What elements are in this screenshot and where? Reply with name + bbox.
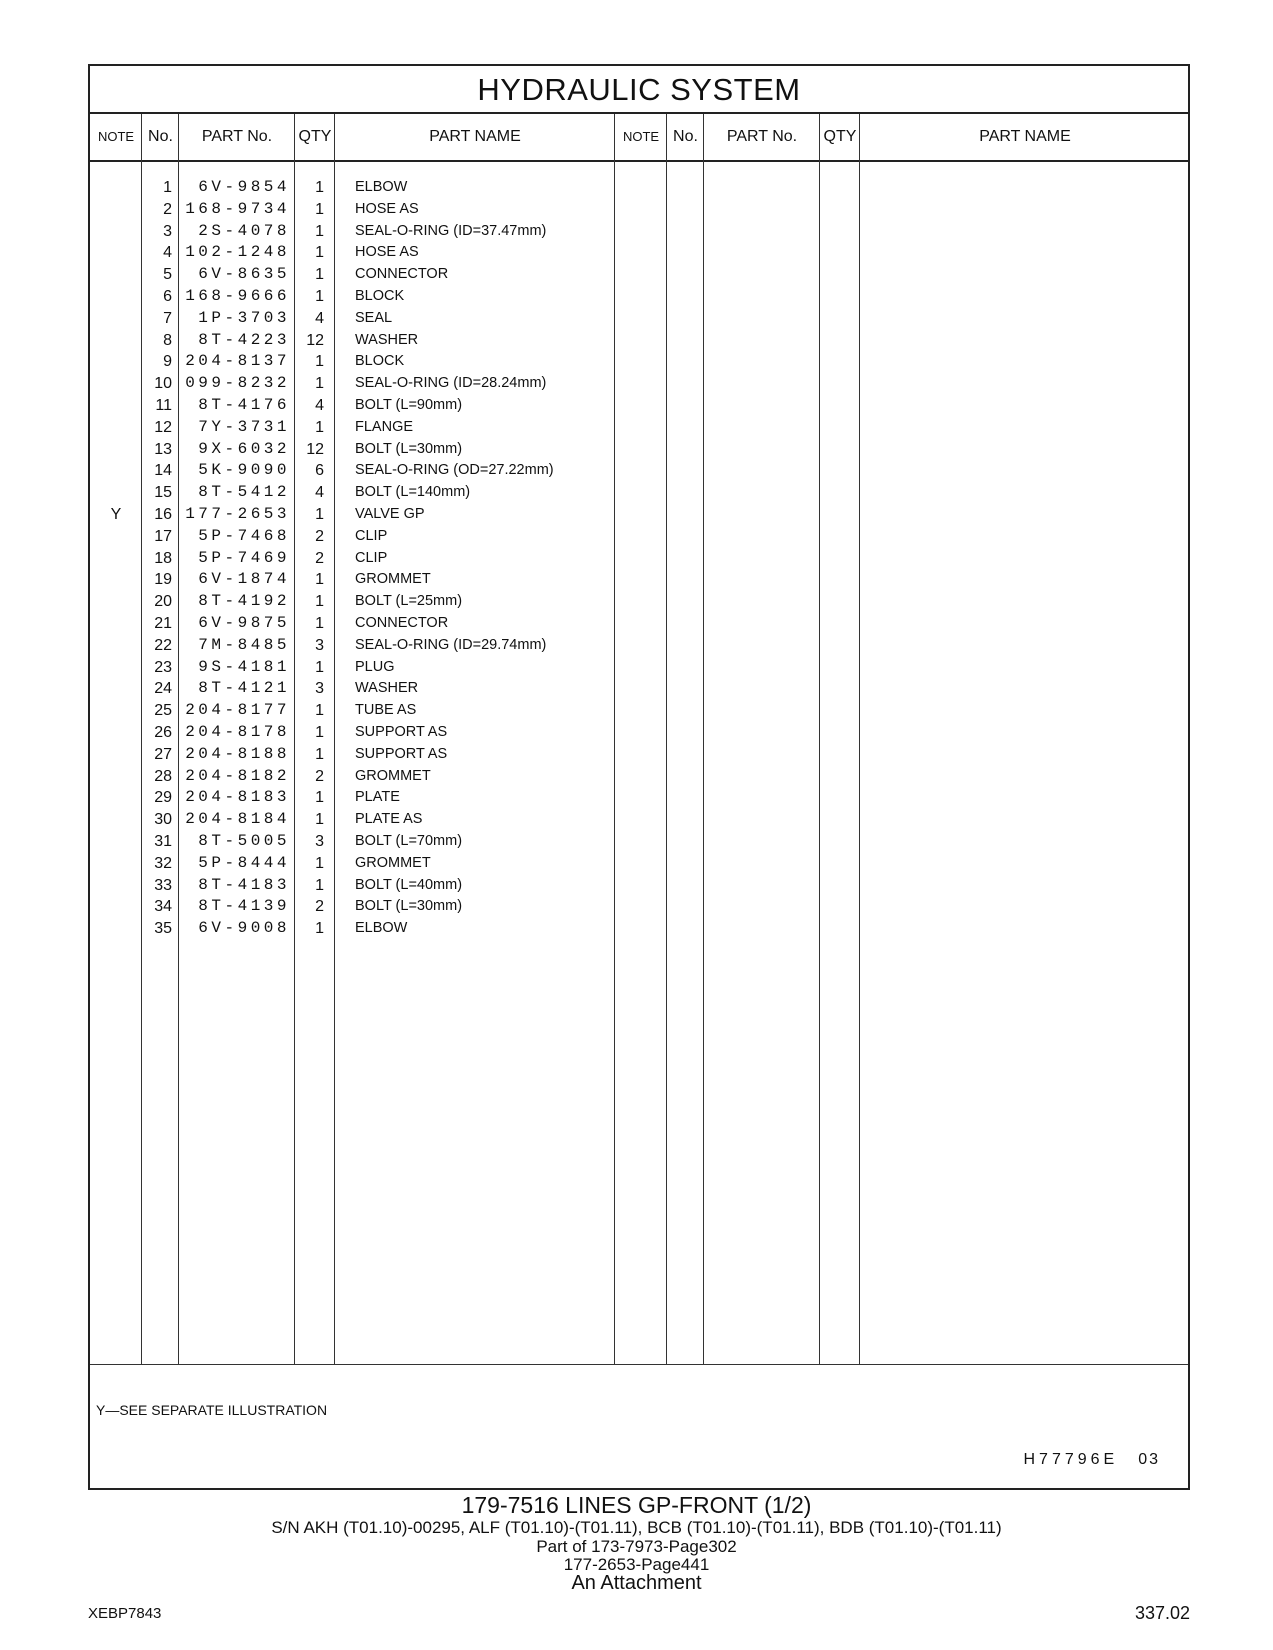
row-note — [90, 895, 142, 918]
row-note — [90, 808, 142, 831]
row-part-number: 8T-4183 — [198, 875, 290, 894]
table-row — [90, 438, 1188, 461]
table-row — [90, 699, 1188, 722]
row-part-name: GROMMET — [355, 571, 431, 588]
row-note — [90, 285, 142, 308]
row-part-number: 204-8184 — [185, 810, 290, 829]
row-note — [90, 874, 142, 897]
row-number: 35 — [154, 920, 172, 938]
row-quantity: 1 — [315, 876, 324, 894]
table-row — [90, 634, 1188, 657]
row-quantity: 1 — [315, 179, 324, 196]
header-part-name-right: PART NAME — [860, 114, 1190, 162]
document-id: XEBP7843 — [88, 1605, 162, 1622]
row-part-number: 204-8137 — [185, 352, 290, 371]
row-part-number: 1P-3703 — [198, 308, 290, 327]
row-number: 11 — [155, 397, 172, 414]
header-note-right: NOTE — [615, 114, 667, 162]
caption-reference: 177-2653-Page441 — [563, 1555, 710, 1574]
header-qty-right: QTY — [820, 114, 860, 162]
caption-serial-numbers: S/N AKH (T01.10)-00295, ALF (T01.10)-(T01.11), BCB (T01.10)-(T01.11), BDB (T01.10)-(T01.11) — [271, 1518, 1002, 1537]
row-number: 16 — [154, 506, 172, 523]
row-number: 21 — [154, 615, 172, 632]
table-row — [90, 372, 1188, 395]
header-qty-left: QTY — [295, 114, 335, 162]
row-note — [90, 547, 142, 570]
row-quantity: 1 — [315, 222, 324, 240]
row-part-number: 204-8178 — [185, 723, 290, 741]
row-part-number: 102-1248 — [185, 243, 290, 262]
row-part-number: 8T-4223 — [198, 330, 290, 349]
row-quantity: 1 — [315, 920, 324, 938]
row-part-number: 6V-9854 — [198, 178, 290, 196]
row-quantity: 1 — [315, 375, 324, 393]
row-number: 18 — [154, 549, 172, 567]
row-note — [90, 198, 142, 221]
row-number: 2 — [163, 200, 172, 218]
table-row — [90, 459, 1188, 482]
row-number: 32 — [154, 854, 172, 872]
row-quantity: 4 — [315, 397, 324, 414]
illustration-code — [1023, 1451, 1160, 1469]
header-part-no-left: PART No. — [179, 114, 295, 162]
caption-title: 179-7516 LINES GP-FRONT (1/2) — [461, 1492, 812, 1518]
row-quantity: 12 — [306, 440, 324, 458]
row-part-name: CLIP — [355, 527, 388, 544]
row-quantity: 2 — [315, 767, 324, 785]
row-number: 34 — [154, 898, 172, 916]
row-note — [90, 568, 142, 591]
table-row — [90, 743, 1188, 766]
row-quantity: 1 — [315, 506, 324, 523]
row-part-number: 204-8183 — [185, 788, 290, 807]
row-quantity: 4 — [315, 309, 324, 327]
row-note — [90, 743, 142, 766]
row-part-name: BOLT (L=40mm) — [355, 876, 463, 893]
row-number: 6 — [163, 288, 172, 305]
table-row — [90, 830, 1188, 853]
row-number: 9 — [163, 353, 172, 371]
row-part-number: 8T-5412 — [198, 483, 290, 502]
row-number: 10 — [154, 375, 172, 393]
table-row — [90, 329, 1188, 352]
row-part-number: 5P-7469 — [198, 548, 290, 567]
row-number: 22 — [154, 636, 172, 654]
row-quantity: 2 — [315, 898, 324, 916]
row-quantity: 1 — [315, 854, 324, 872]
row-quantity: 6 — [315, 462, 324, 480]
row-part-number: 168-9734 — [185, 199, 290, 218]
table-row — [90, 481, 1188, 504]
caption-attachment: An Attachment — [571, 1572, 702, 1594]
row-note — [90, 438, 142, 461]
row-number: 29 — [154, 789, 172, 807]
row-part-name: SEAL-O-RING (OD=27.22mm) — [355, 462, 554, 479]
row-part-name: PLATE — [355, 789, 400, 806]
row-note — [90, 677, 142, 700]
row-part-name: BOLT (L=70mm) — [355, 833, 463, 849]
footnote: Y—SEE SEPARATE ILLUSTRATION — [96, 1402, 328, 1418]
row-part-name: CONNECTOR — [355, 266, 449, 283]
table-row — [90, 220, 1188, 243]
row-number: 13 — [154, 440, 172, 458]
row-number: 27 — [154, 745, 172, 763]
row-number: 33 — [154, 876, 172, 894]
row-note — [90, 590, 142, 613]
header-part-no-right: PART No. — [704, 114, 820, 162]
row-number: 19 — [154, 571, 172, 589]
row-note — [90, 917, 142, 940]
table-row — [90, 874, 1188, 897]
row-number: 26 — [154, 724, 172, 741]
row-quantity: 1 — [315, 244, 324, 262]
row-note — [90, 830, 142, 853]
table-row — [90, 525, 1188, 548]
row-note — [90, 263, 142, 286]
row-part-number: 5K-9090 — [198, 461, 290, 480]
row-part-name: WASHER — [355, 331, 419, 348]
row-part-name: SEAL-O-RING (ID=29.74mm) — [355, 636, 547, 653]
row-note — [90, 350, 142, 373]
row-part-name: BOLT (L=90mm) — [355, 397, 463, 413]
table-row — [90, 808, 1188, 831]
row-number: 3 — [163, 222, 172, 240]
table-row — [90, 307, 1188, 330]
row-part-name: SEAL-O-RING (ID=37.47mm) — [355, 222, 547, 239]
row-part-name: CLIP — [355, 549, 388, 566]
header-no-right: No. — [667, 114, 704, 162]
row-note — [90, 852, 142, 875]
row-part-name: BLOCK — [355, 288, 405, 304]
row-note — [90, 634, 142, 657]
row-part-name: BLOCK — [355, 353, 405, 370]
table-row — [90, 852, 1188, 875]
row-part-name: BOLT (L=25mm) — [355, 593, 463, 610]
row-quantity: 12 — [306, 331, 324, 349]
row-part-number: 8T-5005 — [198, 832, 290, 850]
row-note — [90, 372, 142, 395]
row-part-number: 6V-1874 — [198, 570, 290, 589]
row-part-name: SUPPORT AS — [355, 745, 448, 762]
row-quantity: 1 — [315, 200, 324, 218]
table-row — [90, 285, 1188, 308]
row-part-name: BOLT (L=140mm) — [355, 484, 471, 501]
table-row — [90, 547, 1188, 570]
row-number: 30 — [154, 811, 172, 829]
row-quantity: 4 — [315, 484, 324, 502]
row-part-number: 204-8177 — [185, 701, 290, 720]
row-part-number: 5P-8444 — [198, 853, 290, 872]
row-part-name: BOLT (L=30mm) — [355, 440, 463, 457]
row-part-name: FLANGE — [355, 418, 414, 435]
row-quantity: 1 — [315, 353, 324, 371]
table-row — [90, 350, 1188, 373]
header-note-left: NOTE — [90, 114, 142, 162]
row-quantity: 1 — [315, 811, 324, 829]
row-part-name: GROMMET — [355, 854, 431, 871]
row-part-number: 6V-9875 — [198, 614, 290, 632]
row-quantity: 1 — [315, 266, 324, 284]
row-number: 28 — [154, 767, 172, 785]
row-number: 17 — [154, 527, 172, 545]
row-number: 7 — [163, 309, 172, 327]
row-part-name: TUBE AS — [355, 702, 417, 719]
table-row — [90, 656, 1188, 679]
page-number: 337.02 — [1134, 1603, 1190, 1623]
row-number: 12 — [154, 418, 172, 436]
table-row — [90, 895, 1188, 918]
row-part-number: 2S-4078 — [198, 221, 290, 240]
caption-part-of: Part of 173-7973-Page302 — [536, 1537, 737, 1556]
row-quantity: 1 — [315, 724, 324, 741]
row-number: 24 — [154, 680, 172, 698]
table-row — [90, 786, 1188, 809]
row-quantity: 1 — [315, 571, 324, 589]
table-row — [90, 677, 1188, 700]
row-part-number: 8T-4176 — [198, 396, 290, 414]
illustration-revision: 03 — [1138, 1451, 1160, 1468]
row-part-name: HOSE AS — [355, 244, 419, 261]
row-part-name: BOLT (L=30mm) — [355, 898, 463, 915]
row-quantity: 1 — [315, 745, 324, 763]
row-part-number: 204-8188 — [185, 744, 290, 763]
row-quantity: 3 — [315, 680, 324, 698]
table-row — [90, 590, 1188, 613]
row-note — [90, 699, 142, 722]
row-number: 8 — [163, 331, 172, 349]
row-part-number: 7Y-3731 — [198, 417, 290, 436]
row-number: 4 — [163, 244, 172, 262]
row-note — [90, 459, 142, 482]
table-row — [90, 416, 1188, 439]
row-note — [90, 329, 142, 352]
row-number: 15 — [154, 484, 172, 502]
row-quantity: 1 — [315, 789, 324, 807]
header-no-left: No. — [142, 114, 179, 162]
row-note — [90, 481, 142, 504]
table-bottom-rule — [90, 1364, 1188, 1365]
table-row — [90, 394, 1188, 417]
row-note — [90, 525, 142, 548]
row-quantity: 1 — [315, 615, 324, 632]
row-quantity: 1 — [315, 702, 324, 720]
row-part-number: 7M-8485 — [198, 635, 290, 654]
row-note — [90, 176, 142, 199]
row-part-name: GROMMET — [355, 767, 431, 784]
row-note — [90, 416, 142, 439]
row-number: 31 — [154, 833, 172, 850]
row-number: 23 — [154, 658, 172, 676]
row-quantity: 2 — [315, 549, 324, 567]
row-quantity: 1 — [315, 418, 324, 436]
row-part-number: 6V-8635 — [198, 265, 290, 284]
table-row — [90, 198, 1188, 221]
row-part-name: WASHER — [355, 680, 419, 697]
parts-table-frame — [88, 64, 1190, 1490]
row-note — [90, 656, 142, 679]
table-row — [90, 503, 1188, 526]
row-note — [90, 612, 142, 635]
row-part-number: 5P-7468 — [198, 526, 290, 545]
table-row — [90, 241, 1188, 264]
table-row — [90, 612, 1188, 635]
row-part-name: SEAL — [355, 309, 393, 326]
row-part-number: 8T-4192 — [198, 592, 290, 611]
row-part-number: 6V-9008 — [198, 919, 290, 938]
row-note — [90, 721, 142, 744]
row-note — [90, 765, 142, 788]
row-part-name: ELBOW — [355, 179, 408, 195]
row-number: 1 — [163, 179, 172, 196]
table-row — [90, 917, 1188, 940]
row-part-number: 177-2653 — [185, 505, 290, 523]
row-number: 25 — [154, 702, 172, 720]
row-part-number: 168-9666 — [185, 287, 290, 305]
header-part-name-left: PART NAME — [335, 114, 615, 162]
row-quantity: 2 — [315, 527, 324, 545]
row-quantity: 3 — [315, 636, 324, 654]
row-quantity: 1 — [315, 593, 324, 611]
illustration-code-value: H77796E — [1023, 1451, 1119, 1468]
row-note — [90, 394, 142, 417]
row-part-number: 204-8182 — [185, 766, 290, 785]
row-part-number: 8T-4121 — [198, 679, 290, 698]
row-part-name: VALVE GP — [355, 506, 425, 522]
section-title: HYDRAULIC SYSTEM — [90, 66, 1188, 114]
row-part-name: PLATE AS — [355, 811, 423, 828]
row-part-number: 9X-6032 — [198, 439, 290, 458]
row-part-number: 8T-4139 — [198, 897, 290, 916]
row-note — [90, 220, 142, 243]
table-row — [90, 765, 1188, 788]
row-part-number: 099-8232 — [185, 374, 290, 393]
row-part-name: SEAL-O-RING (ID=28.24mm) — [355, 375, 547, 392]
row-part-name: SUPPORT AS — [355, 724, 448, 740]
row-part-name: HOSE AS — [355, 200, 419, 217]
table-row — [90, 568, 1188, 591]
row-note: Y — [110, 506, 122, 523]
row-note — [90, 241, 142, 264]
row-note — [90, 307, 142, 330]
row-quantity: 1 — [315, 658, 324, 676]
row-quantity: 1 — [315, 288, 324, 305]
table-row — [90, 263, 1188, 286]
row-part-name: CONNECTOR — [355, 615, 449, 631]
row-quantity: 3 — [315, 833, 324, 850]
row-part-name: PLUG — [355, 658, 395, 675]
table-row — [90, 721, 1188, 744]
row-number: 20 — [154, 593, 172, 611]
row-number: 5 — [163, 266, 172, 284]
table-row — [90, 176, 1188, 199]
row-part-name: ELBOW — [355, 920, 408, 937]
row-part-number: 9S-4181 — [198, 657, 290, 676]
row-number: 14 — [154, 462, 172, 480]
row-note — [90, 786, 142, 809]
